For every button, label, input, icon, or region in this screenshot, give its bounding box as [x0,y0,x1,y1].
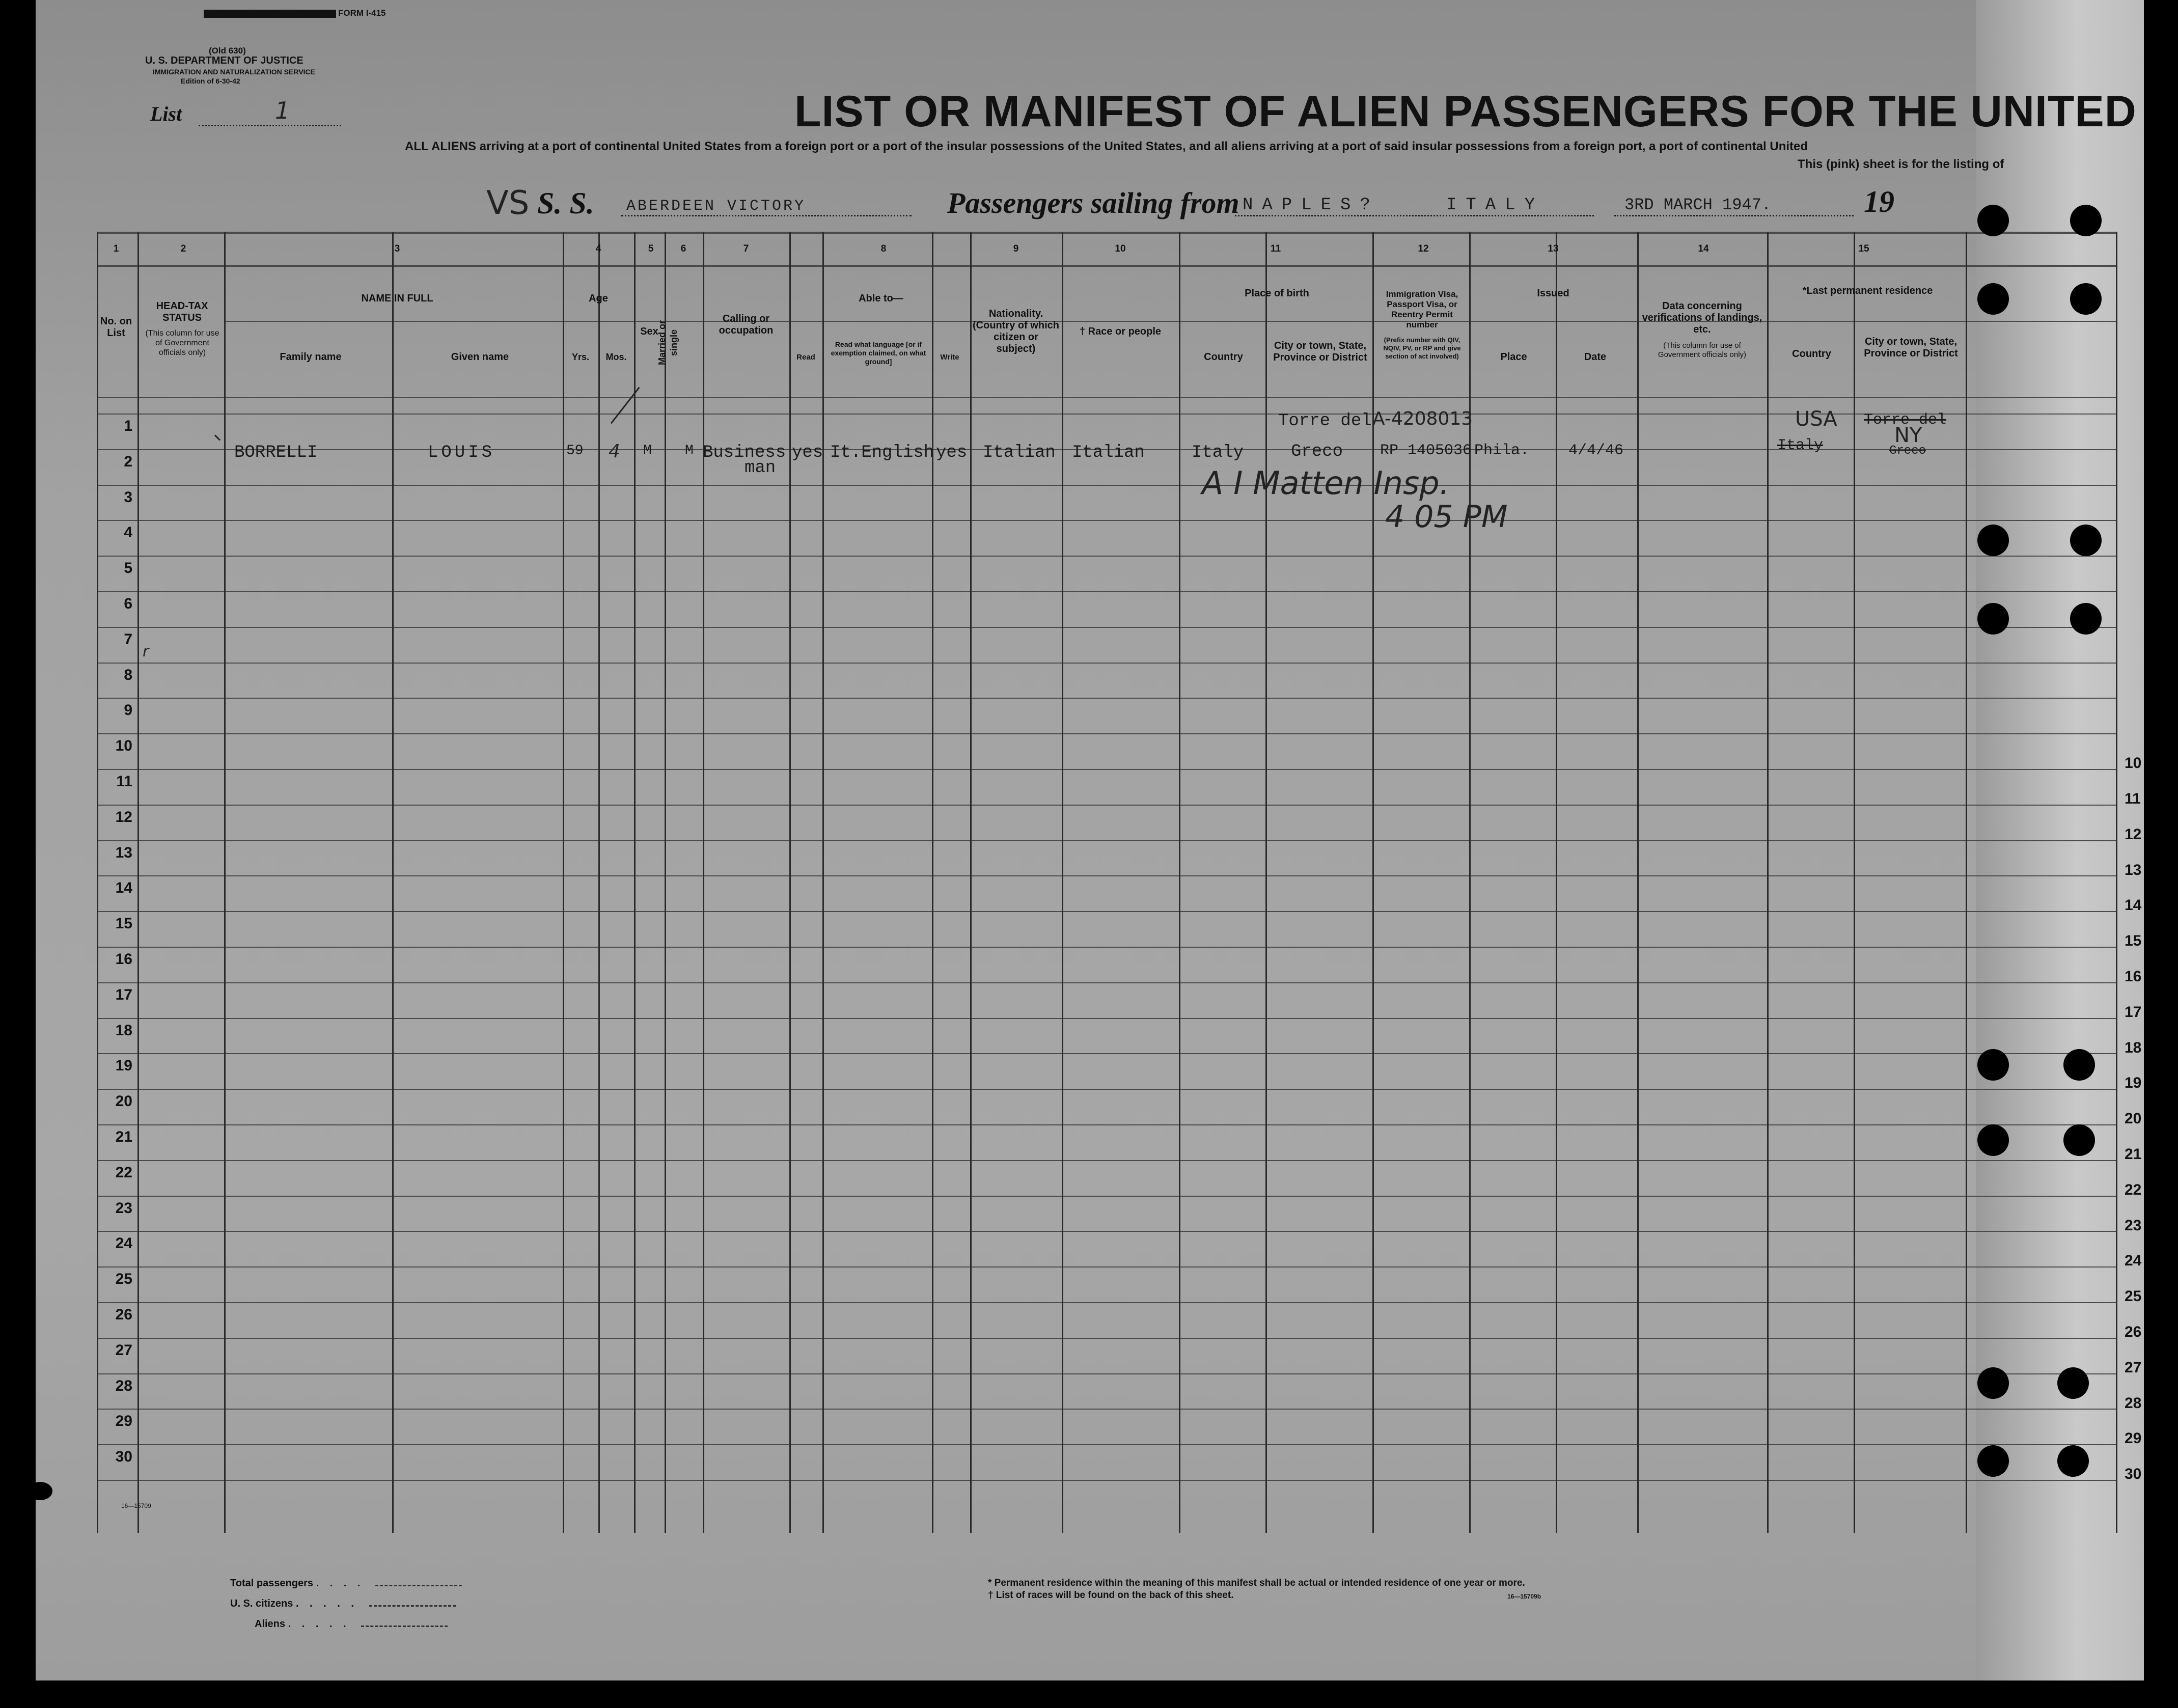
grid-hline [97,875,2116,876]
ship-name: ABERDEEN VICTORY [626,198,806,215]
grid-vline [665,232,666,1533]
punch-hole [1977,525,2009,556]
inspection-time: 4 05 PM [1385,499,1508,535]
punch-hole [1977,205,2009,236]
colnum-1: 1 [113,243,119,254]
row-number-left: 8 [124,667,132,683]
footer-form-code-2: 16—15709b [1507,1593,1541,1600]
grid-vline [1637,232,1639,1533]
row-number-left: 6 [124,595,132,612]
punch-hole [1977,603,2009,635]
hdr-data-concerning: Data concerning verifications of landings, etc. [1642,300,1762,335]
hdr-nationality: Nationality. (Country of which citizen or subject) [973,308,1059,354]
colnum-4: 4 [595,243,601,254]
grid-hline [97,947,2116,948]
hdr-given-name: Given name [451,351,509,363]
list-label: List [150,102,182,125]
service: IMMIGRATION AND NATURALIZATION SERVICE [153,68,315,76]
grid-vline [1966,232,1967,1533]
grid-vline [789,232,791,1533]
grid-vline [137,232,139,1533]
entry-given-name: LOUIS [428,443,495,462]
grid-vline [224,232,226,1533]
hdr-no-on-list: No. on List [100,316,132,339]
sailing-label: Passengers sailing from [947,186,1239,219]
row-number-right: 22 [2125,1181,2142,1198]
date-line [1614,215,1854,216]
colnum-2: 2 [180,243,186,254]
row-number-right: 29 [2125,1430,2142,1447]
grid-vline [97,232,98,1533]
hdr-visa: Immigration Visa, Passport Visa, or Reentry Permit number [1386,289,1458,329]
grid-hline [97,1124,2116,1125]
footer-note-races: † List of races will be found on the back of this sheet. [988,1590,1234,1601]
grid-hline [97,698,2116,699]
hdr-yrs: Yrs. [571,352,590,362]
row-number-right: 26 [2125,1324,2142,1340]
hdr-pob-city: City or town, State, Province or District [1273,340,1367,363]
row-number-left: 1 [124,418,132,434]
row-number-right: 20 [2125,1110,2142,1127]
hdr-married: Married or single [657,320,679,366]
row-number-left: 23 [115,1200,132,1217]
footer-total-label: Total passengers [230,1578,314,1589]
row-number-left: 7 [124,631,132,648]
hdr-lr-country: Country [1792,348,1831,360]
grid-vline [822,232,824,1533]
row-number-left: 13 [115,844,132,861]
entry-visa-typed: RP 1405036 [1380,442,1472,459]
hdr-issued-date: Date [1584,351,1607,363]
footer-us-line [369,1600,456,1607]
punch-hole [2070,525,2102,556]
colnum-13: 13 [1548,243,1559,254]
grid-hline [97,1302,2116,1303]
punch-hole [2070,283,2102,315]
punch-hole [1977,1445,2009,1477]
grid-vline [1062,232,1063,1533]
hdr-place-of-birth: Place of birth [1245,288,1309,299]
footer-total-passengers: Total passengers . . . . [230,1578,462,1589]
hdr-able-to: Able to— [859,293,903,304]
hdr-name-in-full: NAME IN FULL [361,293,433,304]
colnum-5: 5 [648,243,654,254]
entry-sex: M [643,443,652,459]
footer-aliens-label: Aliens [255,1618,286,1630]
ship-line [621,215,912,216]
port-country: ITALY [1446,196,1545,215]
entry-visa-hand: A-4208013 [1372,408,1473,429]
punch-hole [1977,1049,2009,1081]
grid-vline [1854,232,1855,1533]
row-number-right: 28 [2125,1395,2142,1412]
grid-hline [97,1196,2116,1197]
grid-vline [2116,232,2117,1533]
entry-calling-2: man [745,458,776,478]
grid-hline [97,663,2116,664]
row-number-left: 24 [115,1235,132,1252]
hdr-issued-place: Place [1500,351,1527,363]
port-line [1235,215,1594,216]
punch-hole [1977,1124,2009,1156]
row-number-left: 14 [115,879,132,896]
punch-hole [1977,1367,2009,1399]
row-number-right: 25 [2125,1288,2142,1305]
grid-vline [1265,232,1267,1533]
grid-vline [598,232,600,1533]
row-number-right: 10 [2125,755,2142,772]
entry-lr-city-struck-1: Torre del [1864,411,1947,429]
row-number-left: 25 [115,1271,132,1287]
row-number-right: 24 [2125,1252,2142,1269]
hdr-read-language: Read what language [or if exemption claimed, on what ground] [831,340,926,366]
colnum-3: 3 [394,243,400,254]
grid-hline [97,627,2116,628]
row-number-right: 17 [2125,1004,2142,1021]
entry-language: It.English [830,443,934,462]
footer-us-label: U. S. citizens [230,1598,293,1609]
punch-hole [2070,603,2102,635]
footer-form-code: 16—15709 [121,1502,151,1509]
grid-hline [97,1160,2116,1161]
row-number-right: 12 [2125,826,2142,843]
footer-aliens-line [361,1620,448,1627]
row-number-left: 4 [124,524,132,541]
hdr-head-tax: HEAD-TAX STATUS [156,300,208,323]
row-number-right: 23 [2125,1217,2142,1234]
grid-hline [224,321,2116,322]
hdr-race: † Race or people [1079,326,1162,337]
row-number-left: 10 [115,737,132,754]
punch-hole [2057,1445,2089,1477]
row-number-left: 21 [115,1128,132,1145]
row-number-right: 18 [2125,1039,2142,1056]
grid-hline [97,265,2116,267]
row-number-right: 13 [2125,862,2142,878]
entry-age-mos: 4 [609,441,620,462]
grid-vline [703,232,704,1533]
footer-total-line [375,1580,462,1586]
grid-hline [97,1409,2116,1410]
hdr-read: Read [796,353,815,362]
row-number-left: 9 [124,702,132,719]
manifest-title: LIST OR MANIFEST OF ALIEN PASSENGERS FOR THE UNITED [794,87,2137,136]
hdr-age: Age [589,293,608,304]
grid-hline [97,1338,2116,1339]
grid-hline [97,840,2116,841]
grid-hline [97,591,2116,592]
colnum-8: 8 [880,243,887,254]
department: U. S. DEPARTMENT OF JUSTICE [145,55,304,66]
entry-pob-city-1: Torre del [1278,411,1372,431]
grid-hline [97,1373,2116,1374]
entry-lr-country-hand: USA [1795,407,1837,431]
grid-hline [97,769,2116,770]
form-badge [204,8,386,18]
row-number-left: 19 [115,1057,132,1074]
hdr-head-tax-note: (This column for use of Government officials only) [145,329,219,357]
grid-hline [97,232,2116,234]
row-number-left: 15 [115,915,132,932]
grid-hline [97,982,2116,983]
entry-pob-city-2: Greco [1291,442,1343,461]
grid-hline [97,1089,2116,1090]
list-line [199,125,341,126]
colnum-6: 6 [680,243,686,254]
grid-vline [392,232,394,1533]
row-number-left: 16 [115,951,132,968]
hdr-data-note: (This column for use of Government officials only) [1658,341,1747,359]
row-number-left: 20 [115,1093,132,1110]
list-number: 1 [275,97,290,124]
punch-hole [2057,1367,2089,1399]
grid-vline [932,232,933,1533]
row-number-right: 30 [2125,1466,2142,1482]
footer-note-permanent: * Permanent residence within the meaning of this manifest shall be actual or intended residence of one year or more. [988,1578,1525,1588]
hdr-last-residence: *Last permanent residence [1802,285,1933,296]
entry-race: Italian [1072,443,1145,462]
grid-hline [97,556,2116,557]
year-prefix: 19 [1864,185,1894,218]
entry-read: yes [792,443,823,462]
row-number-right: 19 [2125,1075,2142,1091]
colnum-10: 10 [1115,243,1126,254]
grid-hline [97,1266,2116,1268]
row-number-left: 30 [115,1448,132,1465]
hdr-write: Write [940,353,959,362]
grid-hline [97,485,2116,486]
manifest-subtitle: ALL ALIENS arriving at a port of continental United States from a foreign port or a port of the insular possessions of the United States, and all aliens arriving at a port of said insular possessions from a foreign port, a port of continental United [405,140,1808,153]
ship-label: S. S. [537,186,594,220]
hdr-issued: Issued [1537,288,1569,299]
grid-vline [634,232,636,1533]
row-number-left: 12 [115,809,132,825]
colnum-15: 15 [1858,243,1869,254]
row-number-left: 3 [124,489,132,506]
form-old: (Old 630) [209,46,246,56]
grid-vline [1767,232,1769,1533]
row-number-right: 21 [2125,1146,2142,1163]
hdr-calling: Calling or occupation [719,313,774,336]
grid-hline [97,805,2116,806]
grid-hline [97,1231,2116,1232]
form-number: FORM I-415 [338,8,386,18]
entry-lr-city-hand: NY [1894,424,1922,447]
entry-calling-1: Business [703,443,786,462]
row-number-left: 26 [115,1306,132,1323]
inspector-signature: A I Matten Insp. [1202,464,1450,502]
punch-hole [2063,1124,2095,1156]
manifest-pink-note: This (pink) sheet is for the listing of [1798,157,2004,171]
entry-lr-city-struck-2: Greco [1889,444,1926,458]
hdr-lr-city: City or town, State, Province or District [1864,336,1958,359]
entry-lr-country-struck: Italy [1777,437,1824,454]
hdr-visa-note: (Prefix number with QIV, NQIV, PV, or RP and give section of act involved) [1383,336,1461,360]
colnum-14: 14 [1698,243,1709,254]
punch-hole [2063,1049,2095,1081]
hdr-family-name: Family name [280,351,342,363]
row-number-right: 15 [2125,932,2142,949]
redaction-bar [204,10,336,18]
grid-vline [563,232,564,1533]
punch-hole [28,1482,52,1500]
port-name: NAPLES? [1243,196,1380,215]
ship-prefix-hand: VS [486,184,530,222]
grid-vline [1179,232,1180,1533]
grid-hline [97,1480,2116,1481]
grid-hline [97,1053,2116,1054]
row-number-right: 14 [2125,897,2142,914]
grid-hline [97,397,2116,398]
colnum-9: 9 [1013,243,1019,254]
row-number-right: 16 [2125,968,2142,985]
grid-hline [97,1444,2116,1445]
colnum-12: 12 [1418,243,1429,254]
row-number-right: 27 [2125,1359,2142,1376]
hdr-sex: Sex [640,326,658,337]
row-number-left: 18 [115,1022,132,1039]
entry-age-yrs: 59 [566,443,584,459]
grid-vline [970,232,972,1533]
row-number-left: 22 [115,1164,132,1181]
row-number-left: 11 [116,773,132,790]
entry-write: yes [936,443,968,462]
entry-nationality: Italian [983,443,1056,462]
entry-pob-country: Italy [1192,443,1244,462]
row-number-left: 17 [115,986,132,1003]
row-number-left: 2 [124,453,132,470]
sailing-date: 3RD MARCH 1947. [1624,196,1772,214]
entry-married: M [685,443,694,459]
row-number-left: 27 [115,1342,132,1359]
grid-hline [97,1018,2116,1019]
punch-hole [1977,283,2009,315]
colnum-7: 7 [743,243,749,254]
row-number-right: 11 [2125,790,2141,807]
entry-issued-place: Phila. [1474,442,1530,459]
grid-hline [97,911,2116,912]
punch-hole [2070,205,2102,236]
row-number-left: 28 [115,1378,132,1394]
row-number-left: 5 [124,560,132,576]
grid-vline [1556,232,1557,1533]
row-number-left: 29 [115,1413,132,1429]
hdr-pob-country: Country [1204,351,1243,363]
footer-aliens: Aliens . . . . . [255,1618,448,1630]
entry-family-name: BORRELLI [234,443,318,462]
row7-mark: r [143,643,149,660]
entry-issued-date: 4/4/46 [1568,442,1624,459]
edition: Edition of 6-30-42 [181,77,240,85]
grid-hline [97,733,2116,734]
colnum-11: 11 [1270,243,1281,254]
grid-hline [97,520,2116,521]
footer-us-citizens: U. S. citizens . . . . . [230,1598,456,1610]
hdr-mos: Mos. [605,352,627,362]
